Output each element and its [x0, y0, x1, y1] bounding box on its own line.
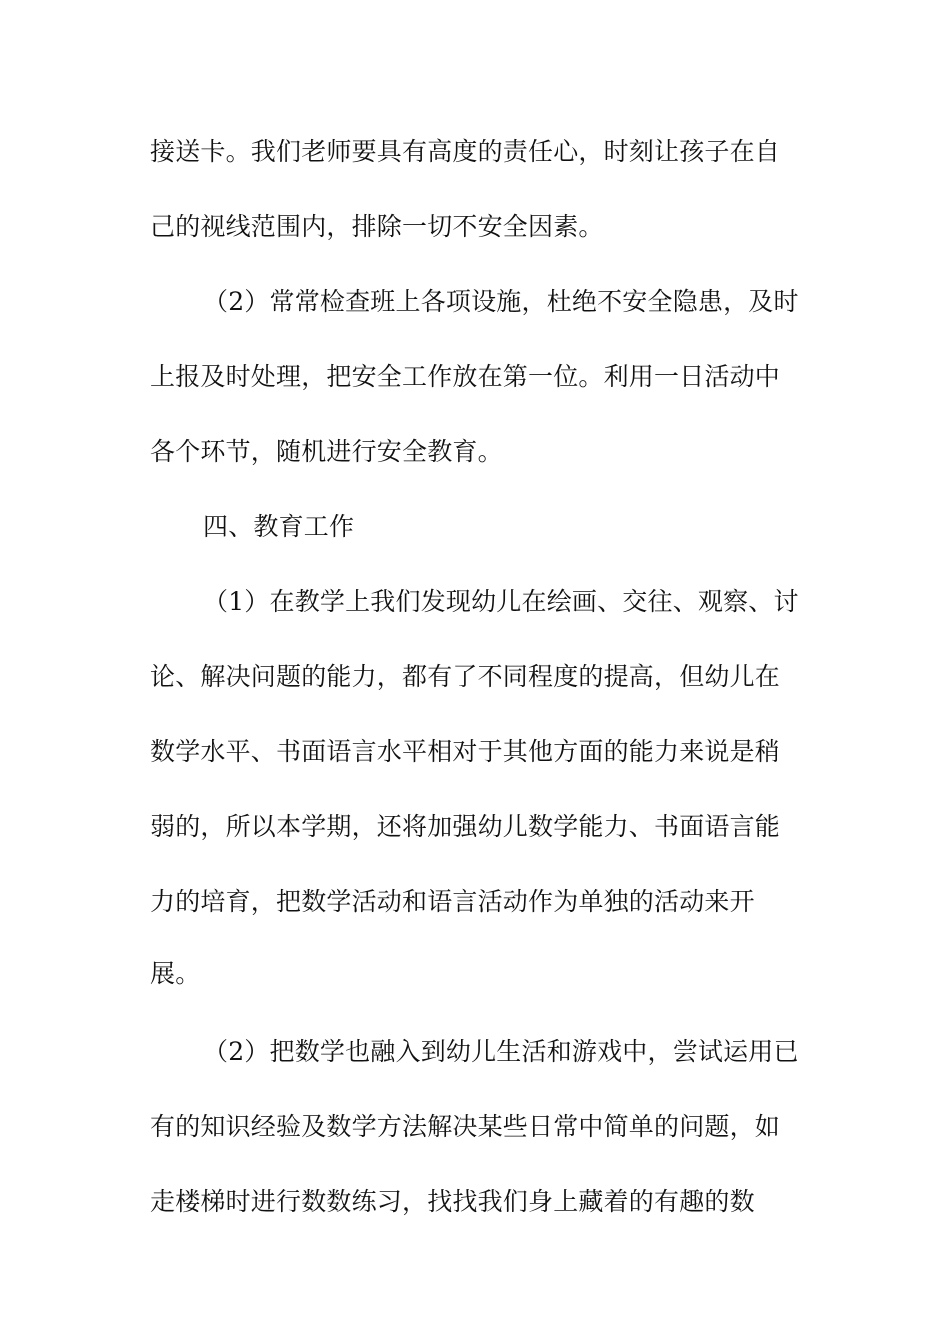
text-line: （2）常常检查班上各项设施，杜绝不安全隐患，及时 [203, 287, 799, 316]
text-line: 力的培育，把数学活动和语言活动作为单独的活动来开 [150, 887, 755, 916]
section-heading: 四、教育工作 [203, 512, 355, 541]
text-line: （2）把数学也融入到幼儿生活和游戏中，尝试运用已 [203, 1037, 799, 1066]
text-line: 数学水平、书面语言水平相对于其他方面的能力来说是稍 [150, 737, 781, 766]
text-line: 己的视线范围内，排除一切不安全因素。 [150, 212, 604, 241]
text-line: 有的知识经验及数学方法解决某些日常中简单的问题，如 [150, 1112, 781, 1141]
text-line: 走楼梯时进行数数练习，找找我们身上藏着的有趣的数 [150, 1187, 755, 1216]
text-line: 弱的，所以本学期，还将加强幼儿数学能力、书面语言能 [150, 812, 781, 841]
text-line: 上报及时处理，把安全工作放在第一位。利用一日活动中 [150, 362, 781, 391]
text-line: （1）在教学上我们发现幼儿在绘画、交往、观察、讨 [203, 587, 799, 616]
text-line: 接送卡。我们老师要具有高度的责任心，时刻让孩子在自 [150, 137, 781, 166]
text-line: 论、解决问题的能力，都有了不同程度的提高，但幼儿在 [150, 662, 781, 691]
text-line: 展。 [150, 959, 201, 988]
text-line: 各个环节，随机进行安全教育。 [150, 437, 503, 466]
